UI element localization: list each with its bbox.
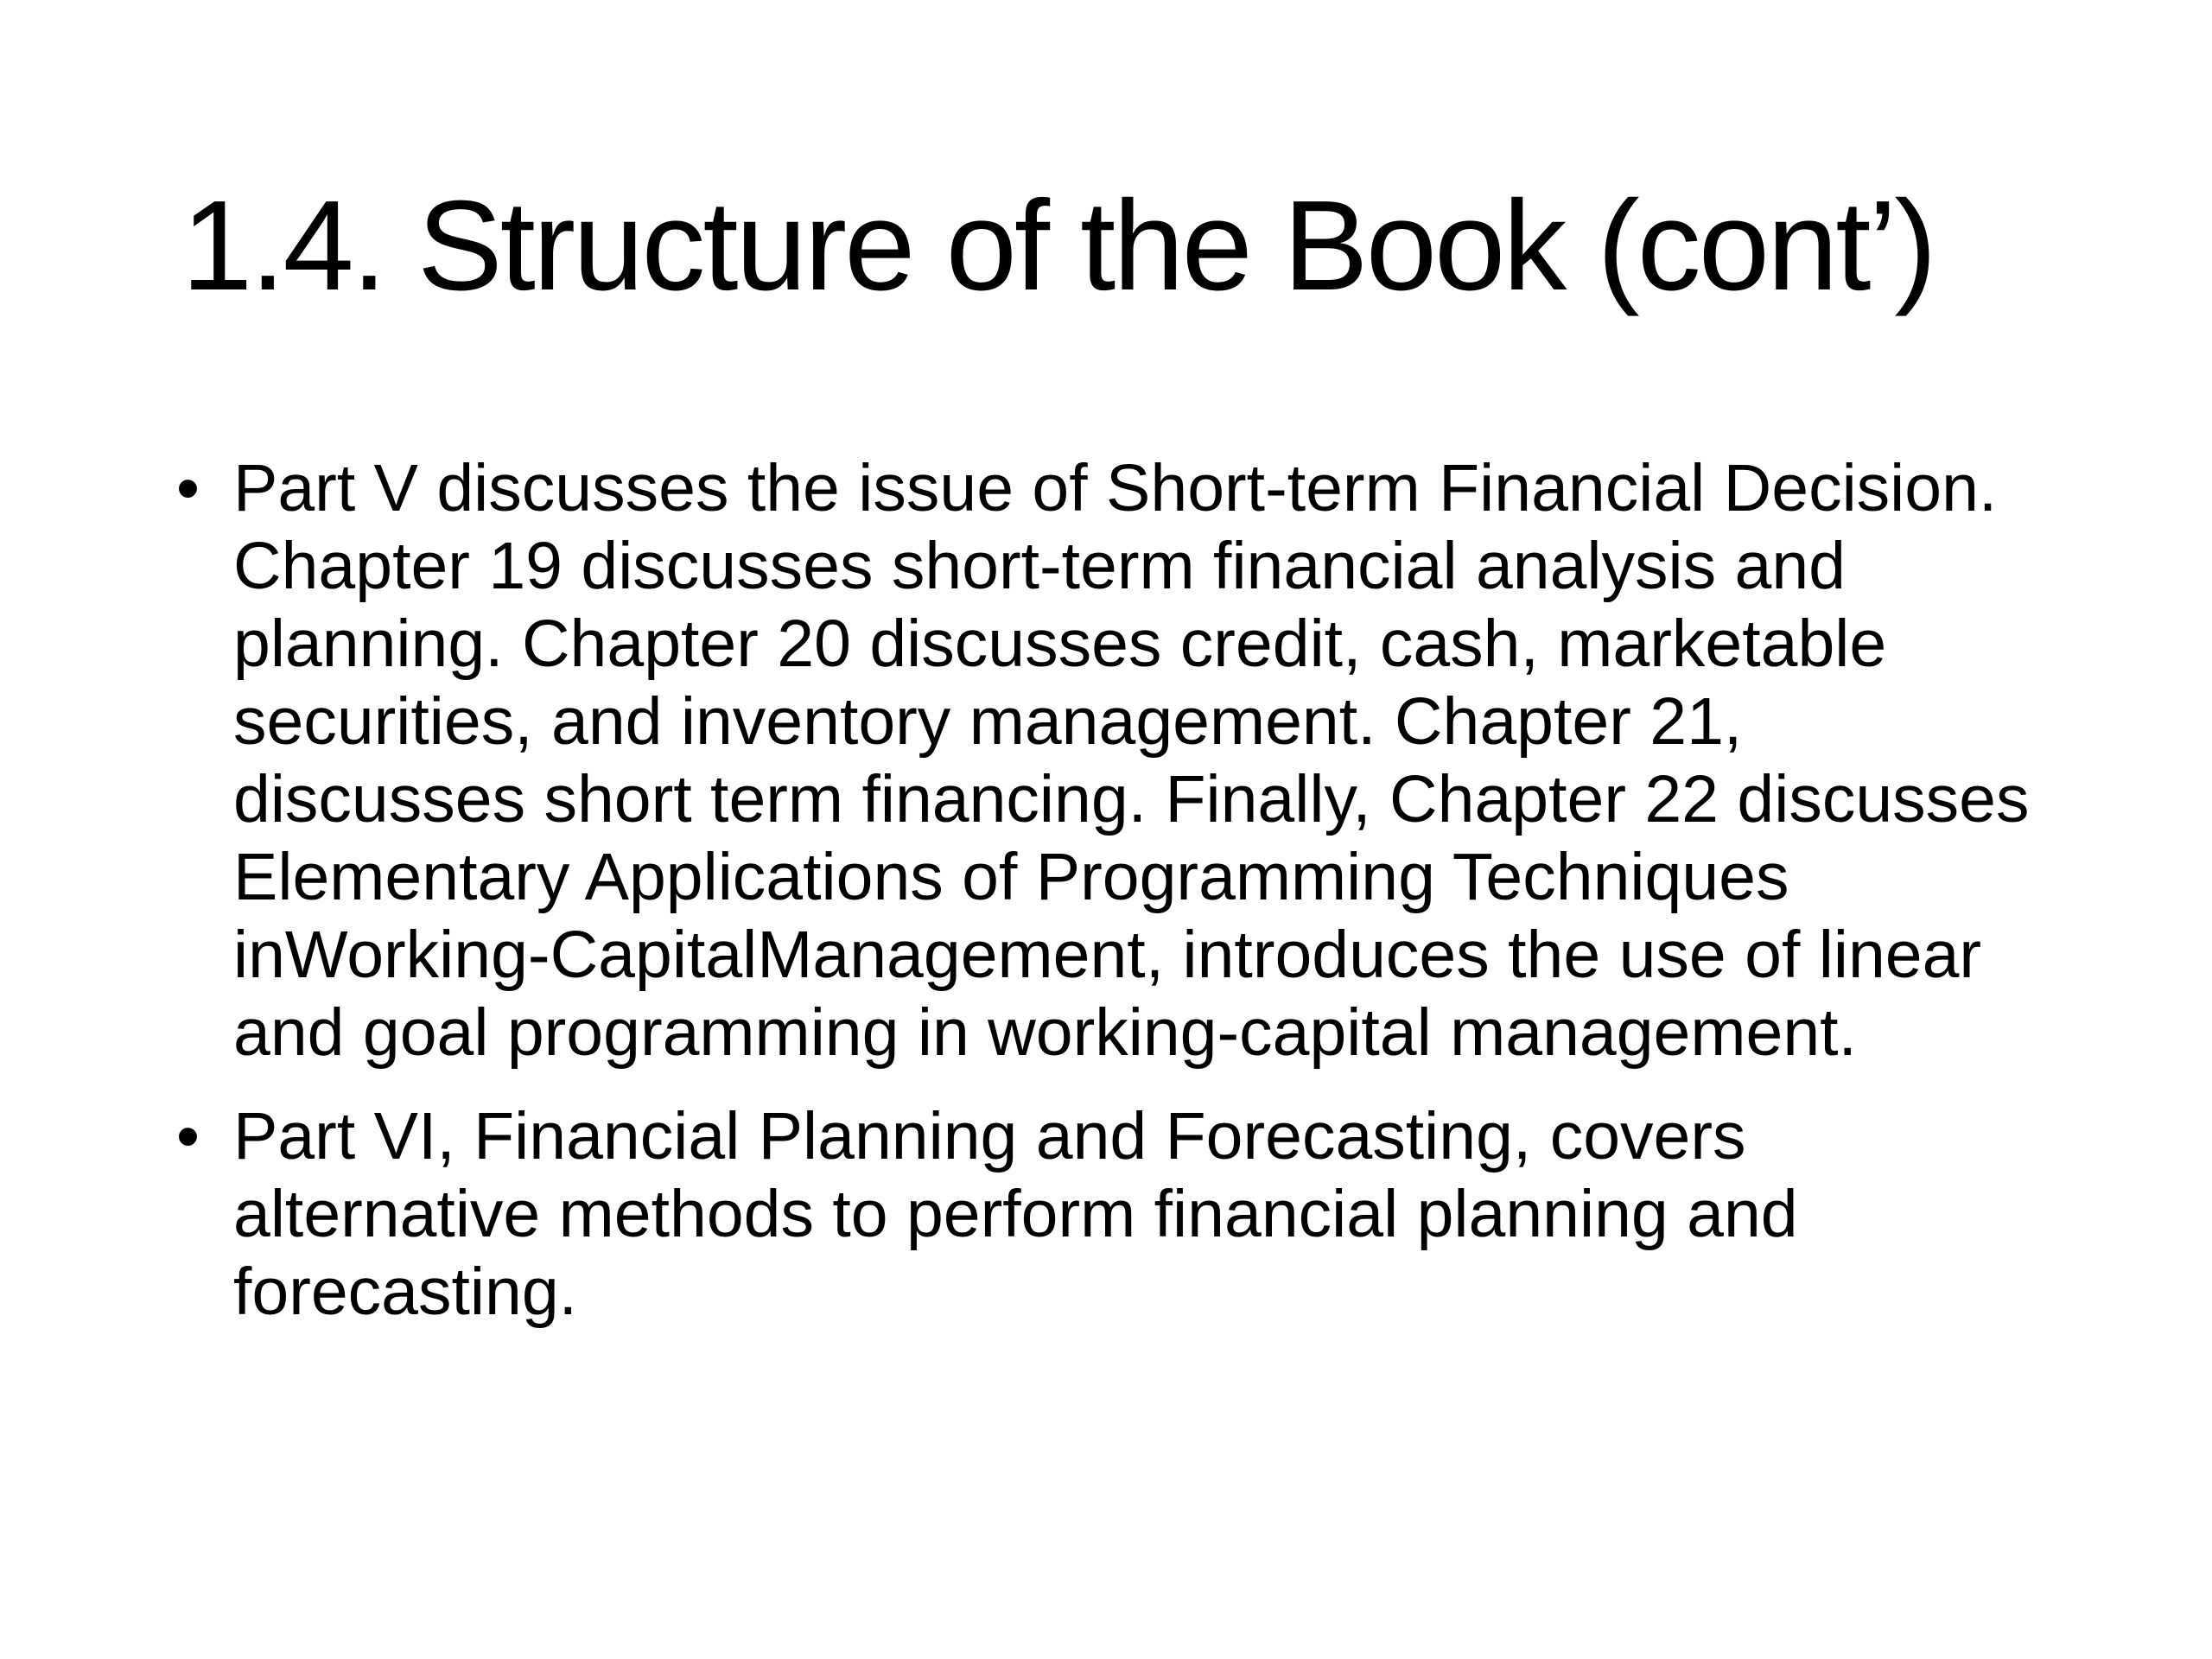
bullet-item-part-v xyxy=(173,449,2039,1071)
bullet-list xyxy=(173,449,2039,1357)
bullet-text: Part VI, Financial Planning and Forecasting, covers alternative methods to perform financial planning and forecasting. xyxy=(233,1099,1798,1329)
bullet-icon: • xyxy=(176,1099,200,1173)
slide-title: 1.4. Structure of the Book (cont’) xyxy=(181,175,1935,317)
bullet-item-part-vi xyxy=(173,1097,2039,1331)
bullet-text: Part V discusses the issue of Short-term Financial Decision. Chapter 19 discusses short-term financial analysis and planning. Chapter 20 discusses credit, cash, marketable securities, and inventory management. Chapter 21, discusses short term financing. Finally, Chapter 22 discusses Elementary Applications of Programming Techniques inWorking-CapitalManagement, introduces the use of linear and goal programming in working-capital management. xyxy=(233,451,2030,1070)
bullet-icon: • xyxy=(176,451,200,525)
